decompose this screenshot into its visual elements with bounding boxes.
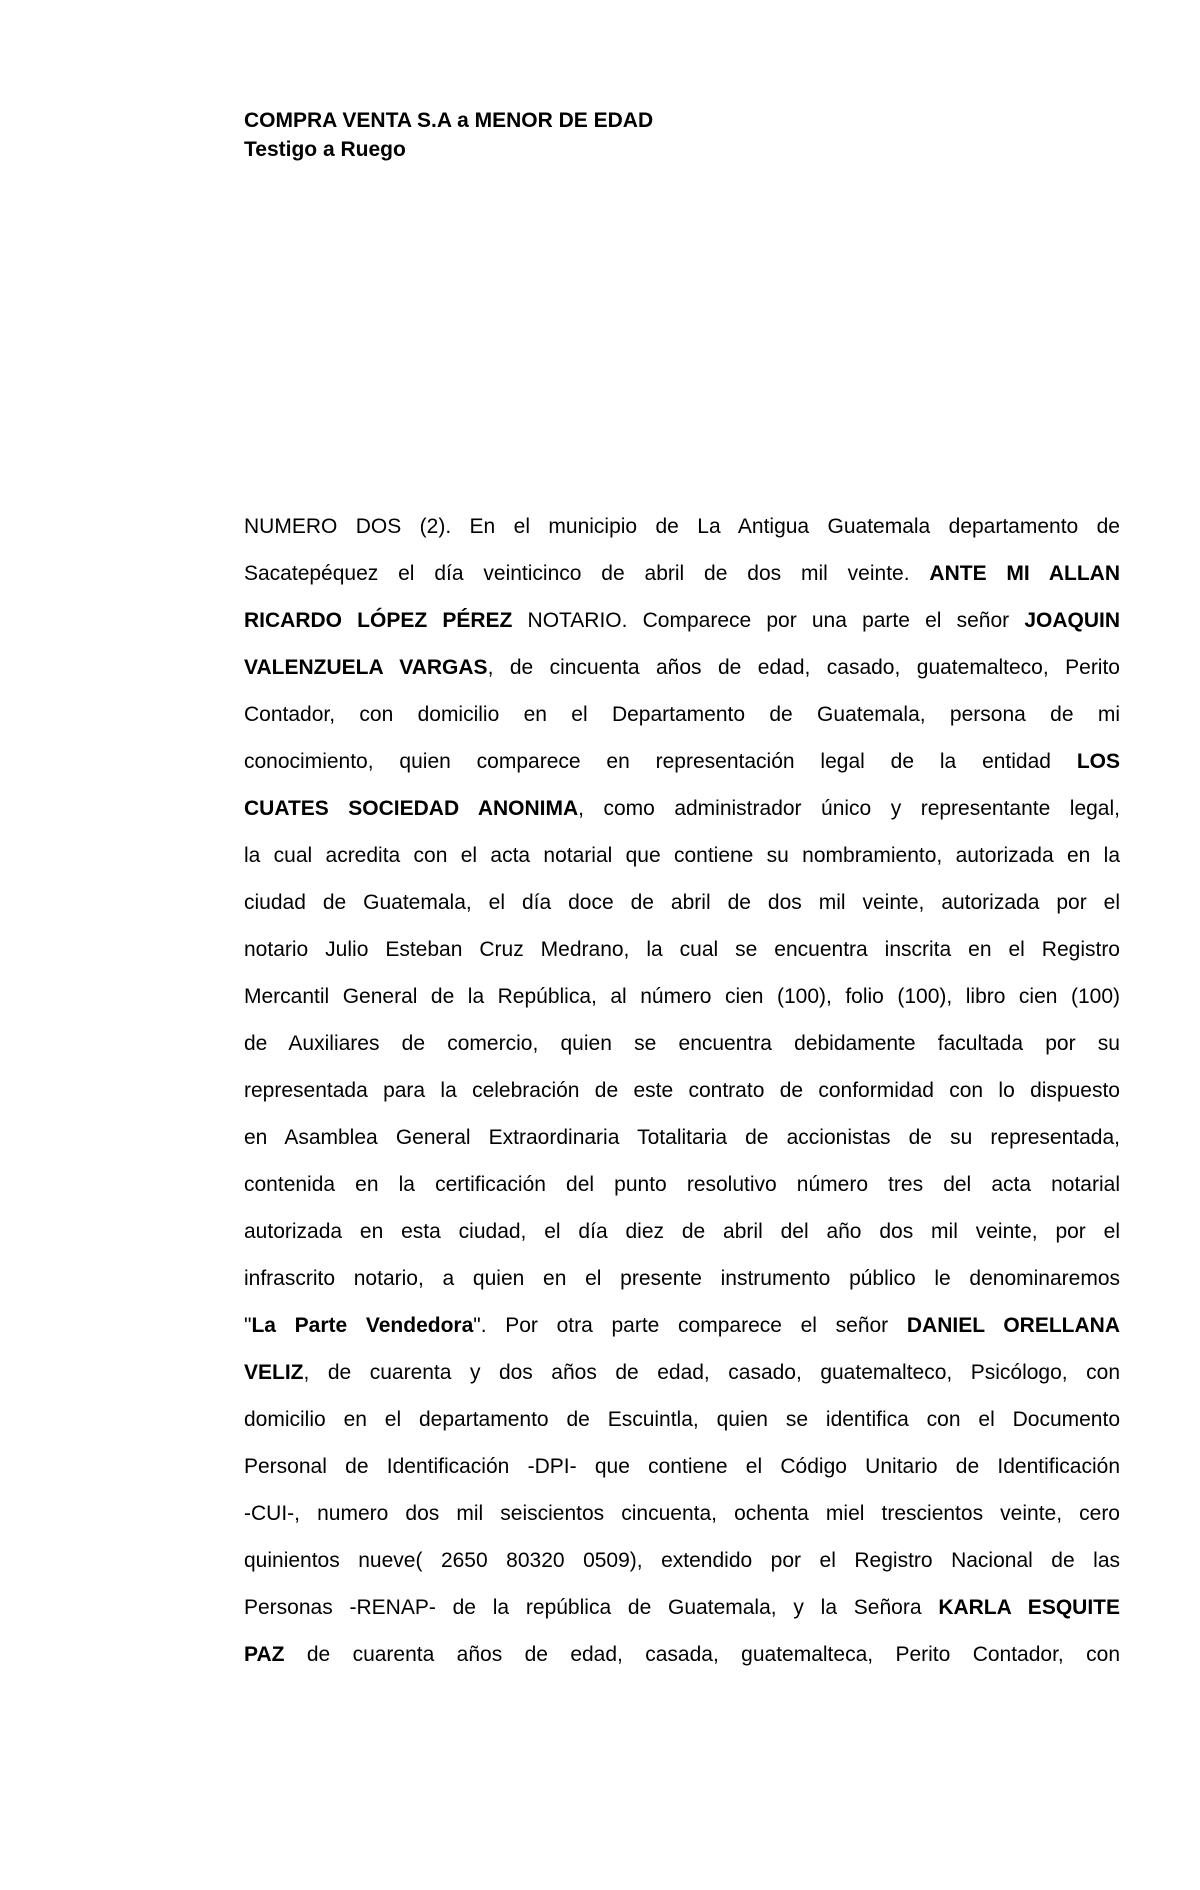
body-line [244, 1584, 1120, 1631]
body-text-segment: , de cincuenta años de edad, casado, guatemalteco, Perito [487, 656, 1120, 679]
body-line [244, 691, 1120, 738]
body-text-segment: Mercantil General de la República, al número cien (100), folio (100), libro cien (100) [244, 985, 1120, 1008]
body-text-segment: -CUI-, numero dos mil seiscientos cincuenta, ochenta miel trescientos veinte, cero [244, 1502, 1120, 1525]
body-line [244, 1161, 1120, 1208]
body-line [244, 1631, 1120, 1678]
body-text-segment: NUMERO DOS (2). En el municipio de La Antigua Guatemala departamento de [244, 515, 1120, 538]
body-text-segment: infrascrito notario, a quien en el presente instrumento público le denominaremos [244, 1267, 1120, 1290]
body-line [244, 832, 1120, 879]
body-text-segment: domicilio en el departamento de Escuintla, quien se identifica con el Documento [244, 1408, 1120, 1431]
bold-text: VELIZ [244, 1361, 304, 1384]
body-text-segment: contenida en la certificación del punto resolutivo número tres del acta notarial [244, 1173, 1120, 1196]
body-text-segment: notario Julio Esteban Cruz Medrano, la cual se encuentra inscrita en el Registro [244, 938, 1120, 961]
bold-text: JOAQUIN [1024, 609, 1120, 632]
document-subtitle: Testigo a Ruego [244, 138, 406, 161]
body-line [244, 1020, 1120, 1067]
bold-text: La Parte Vendedora [251, 1314, 474, 1337]
body-line [244, 550, 1120, 597]
body-line [244, 644, 1120, 691]
body-line [244, 503, 1120, 550]
body-line [244, 1490, 1120, 1537]
body-text-segment: ciudad de Guatemala, el día doce de abril de dos mil veinte, autorizada por el [244, 891, 1120, 914]
body-text-segment: , de cuarenta y dos años de edad, casado, guatemalteco, Psicólogo, con [303, 1361, 1120, 1384]
body-text-segment: de cuarenta años de edad, casada, guatemalteca, Perito Contador, con [284, 1643, 1120, 1666]
body-text-segment: ". Por otra parte comparece el señor [473, 1314, 907, 1337]
body-text-segment: Contador, con domicilio en el Departamento de Guatemala, persona de mi [244, 703, 1120, 726]
bold-text: CUATES SOCIEDAD ANONIMA [244, 797, 579, 820]
body-line [244, 1349, 1120, 1396]
body-line [244, 785, 1120, 832]
body-line [244, 1537, 1120, 1584]
body-text-segment: en Asamblea General Extraordinaria Totalitaria de accionistas de su representada, [244, 1126, 1120, 1149]
bold-text: RICARDO LÓPEZ PÉREZ [244, 609, 513, 632]
body-line [244, 738, 1120, 785]
body-text-segment: la cual acredita con el acta notarial que contiene su nombramiento, autorizada en la [244, 844, 1120, 867]
body-line [244, 1443, 1120, 1490]
body-line [244, 1114, 1120, 1161]
body-line [244, 1067, 1120, 1114]
body-text-segment: , como administrador único y representante legal, [578, 797, 1120, 820]
bold-text: LOS [1076, 750, 1120, 773]
body-line [244, 879, 1120, 926]
body-text-segment: quinientos nueve( 2650 80320 0509), extendido por el Registro Nacional de las [244, 1549, 1120, 1572]
bold-text: VALENZUELA VARGAS [244, 656, 488, 679]
body-line [244, 926, 1120, 973]
body-text-segment: representada para la celebración de este contrato de conformidad con lo dispuesto [244, 1079, 1120, 1102]
body-text-segment: " [244, 1314, 252, 1337]
body-line [244, 597, 1120, 644]
body-line [244, 1396, 1120, 1443]
body-line [244, 973, 1120, 1020]
body-line [244, 1208, 1120, 1255]
body-text-segment: NOTARIO. Comparece por una parte el señor [512, 609, 1025, 632]
body-text-segment: Personas -RENAP- de la república de Guatemala, y la Señora [244, 1596, 939, 1619]
body-text-segment: conocimiento, quien comparece en representación legal de la entidad [244, 750, 1077, 773]
bold-text: PAZ [244, 1643, 285, 1666]
body-line [244, 1302, 1120, 1349]
document-title: COMPRA VENTA S.A a MENOR DE EDAD [244, 109, 654, 132]
bold-text: KARLA ESQUITE [938, 1596, 1120, 1619]
body-text-segment: autorizada en esta ciudad, el día diez de abril del año dos mil veinte, por el [244, 1220, 1120, 1243]
body-text-segment: de Auxiliares de comercio, quien se encuentra debidamente facultada por su [244, 1032, 1120, 1055]
body-text-segment: Personal de Identificación -DPI- que contiene el Código Unitario de Identificación [244, 1455, 1120, 1478]
body-line [244, 1255, 1120, 1302]
title-block [244, 106, 1124, 164]
bold-text: ANTE MI ALLAN [929, 562, 1120, 585]
bold-text: DANIEL ORELLANA [906, 1314, 1121, 1337]
body-text-segment: Sacatepéquez el día veinticinco de abril de dos mil veinte. [244, 562, 930, 585]
document-body [244, 503, 1120, 1678]
